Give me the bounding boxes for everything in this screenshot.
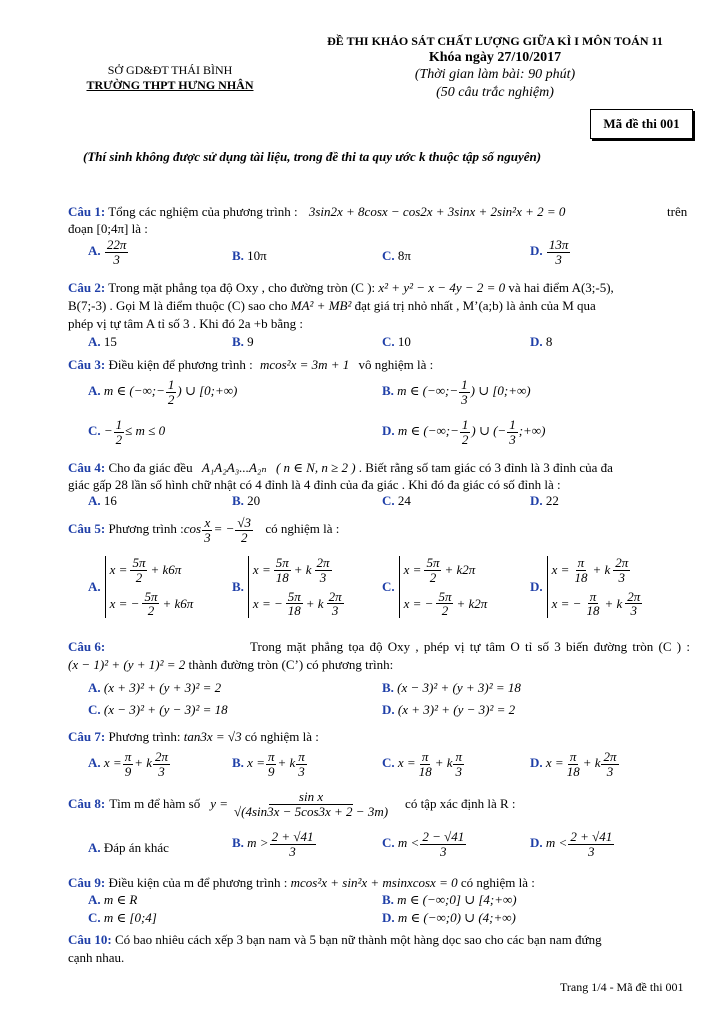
option-value: 20	[247, 493, 261, 508]
numerator: π	[298, 749, 305, 764]
option-value: 9	[247, 334, 254, 349]
option-value: x =	[103, 755, 122, 771]
question-text: Trong mặt phẳng tọa độ Oxy , cho đường tròn (C ):	[108, 280, 376, 295]
option-letter: D.	[382, 910, 395, 925]
answer-b	[232, 830, 317, 858]
option-value: x =	[545, 755, 564, 771]
option-value: 22	[545, 493, 559, 508]
option-value: (x + 3)² + (y − 3)² = 2	[397, 702, 516, 717]
option-value: x =	[403, 562, 422, 578]
numerator: 2π	[155, 749, 169, 764]
denominator: 3	[319, 569, 327, 585]
option-value: (x − 3)² + (y − 3)² = 18	[103, 702, 228, 717]
numerator: 2 − √41	[422, 829, 465, 844]
numerator: 1	[461, 417, 469, 432]
answer-c	[382, 556, 487, 618]
denominator: 3	[618, 569, 625, 585]
answer-d	[530, 556, 643, 618]
numerator: 1	[461, 377, 468, 392]
option-letter: C.	[88, 423, 101, 439]
denominator: 3	[555, 251, 562, 267]
answer-a	[88, 238, 129, 266]
answer-d	[530, 334, 552, 350]
option-value: ) ∪ (−	[471, 423, 507, 439]
option-value: 15	[103, 334, 117, 349]
denominator: 18	[574, 569, 588, 585]
numerator: 5π	[275, 555, 289, 570]
question-text: có nghiệm là :	[244, 729, 319, 744]
page-footer: Trang 1/4 - Mã đề thi 001	[560, 980, 684, 994]
option-letter: D.	[382, 702, 395, 717]
option-value: + k	[434, 755, 453, 771]
denominator: 18	[566, 763, 580, 779]
question-10	[68, 932, 602, 948]
denominator: 9	[267, 763, 275, 779]
denominator: 18	[586, 603, 600, 619]
option-value: m >	[247, 835, 269, 851]
question-1	[68, 204, 565, 220]
option-value: ;+∞)	[518, 423, 546, 439]
option-value: 8π	[397, 248, 411, 263]
answer-a	[88, 334, 117, 350]
denominator: 9	[124, 763, 132, 779]
option-letter: D.	[530, 243, 543, 259]
equation-system	[248, 556, 345, 618]
denominator: 2	[167, 391, 175, 407]
numerator: 5π	[438, 588, 452, 604]
option-value: + k2π	[444, 562, 476, 578]
question-text: Phương trình :	[108, 521, 184, 537]
answer-a	[88, 750, 171, 778]
department: SỞ GD&ĐT THÁI BÌNH	[107, 63, 233, 77]
denominator: 3	[461, 391, 468, 407]
question-label: Câu 3:	[68, 357, 106, 372]
answer-b	[232, 750, 308, 778]
answer-a	[88, 680, 221, 696]
option-value: x = −	[551, 595, 582, 611]
numerator: 22π	[106, 237, 127, 252]
question-6	[68, 639, 690, 655]
option-value: + k6π	[162, 595, 194, 611]
question-text: có tập xác định là R :	[405, 796, 516, 812]
equation: 3sin2x + 8cosx − cos2x + 3sinx + 2sin²x + 2 = 0	[308, 204, 566, 219]
equation: cos	[183, 521, 202, 537]
question-text: Trong mặt phẳng tọa độ Oxy , phép vị tự tâm O tỉ số 3 biến đường tròn (C ) :	[250, 639, 690, 654]
option-letter: A.	[88, 334, 101, 349]
question-2	[68, 280, 614, 296]
question-text: Tìm m để hàm số	[109, 796, 201, 812]
answer-b	[382, 378, 531, 406]
numerator: 5π	[287, 588, 301, 604]
option-value: 24	[397, 493, 411, 508]
numerator: 2 + √41	[570, 829, 613, 844]
question-9	[68, 875, 535, 891]
question-text: có nghiệm là :	[460, 875, 535, 890]
option-value: (x + 3)² + (y + 3)² = 2	[103, 680, 222, 695]
option-value: Đáp án khác	[103, 840, 169, 855]
answer-d	[382, 910, 516, 926]
numerator: 5π	[426, 555, 440, 570]
question-text-tail: trên	[667, 204, 688, 219]
equation-system	[399, 556, 488, 618]
answer-d	[530, 750, 620, 778]
exam-note: (Thí sinh không được sử dụng tài liệu, trong đề thi ta quy ước k thuộc tập số nguyên)	[83, 149, 542, 164]
question-label: Câu 6:	[68, 639, 106, 654]
option-value: m ∈ (−∞;−	[103, 383, 165, 399]
answer-d	[530, 238, 571, 266]
option-value: m <	[397, 835, 420, 851]
option-value: m ∈ (−∞;0) ∪ (4;+∞)	[397, 910, 516, 925]
option-letter: A.	[88, 680, 101, 695]
exam-title: ĐỀ THI KHẢO SÁT CHẤT LƯỢNG GIỮA KÌ I MÔN TOÁN 11	[327, 34, 663, 48]
option-value: ) ∪ [0;+∞)	[177, 383, 238, 399]
numerator: √3	[237, 515, 252, 530]
answer-a	[88, 892, 137, 908]
option-value: m ∈ (−∞;−	[397, 383, 459, 399]
answer-b	[232, 248, 267, 264]
option-letter: D.	[530, 755, 543, 771]
option-value: + k	[582, 755, 601, 771]
option-value: m <	[545, 835, 568, 851]
denominator: 3	[298, 763, 305, 779]
school-name: TRƯỜNG THPT HƯNG NHÂN	[86, 78, 254, 92]
denominator: 2	[461, 431, 469, 447]
option-value: 8	[545, 334, 553, 349]
option-value: x =	[397, 755, 416, 771]
equation-system	[105, 556, 194, 618]
question-text: có nghiệm là :	[265, 521, 340, 537]
answer-a	[88, 493, 117, 509]
option-value: 10π	[247, 248, 267, 263]
question-label: Câu 8:	[68, 796, 106, 812]
option-value: x = −	[109, 595, 140, 611]
equation: ( n ∈ N, n ≥ 2 )	[275, 460, 356, 475]
answer-d	[530, 830, 615, 858]
equation: A₁A₂A₃...A₂ₙ	[201, 460, 267, 475]
question-text: giác gấp 28 lần số hình chữ nhật có 4 đỉnh là 4 đỉnh của đa giác . Khi đó đa giác có số đỉnh là :	[68, 477, 561, 492]
question-text: Cho đa giác đều	[108, 460, 193, 475]
answer-c	[382, 248, 411, 264]
denominator: 2	[135, 569, 143, 585]
exam-duration: (Thời gian làm bài: 90 phút)	[414, 67, 576, 82]
numerator: 5π	[144, 588, 158, 604]
denominator: 2	[441, 603, 449, 619]
option-letter: C.	[382, 579, 395, 594]
option-letter: C.	[88, 910, 101, 925]
answer-c	[88, 910, 157, 926]
option-letter: C.	[382, 493, 395, 508]
answer-a	[88, 556, 193, 618]
option-letter: A.	[88, 493, 101, 508]
option-value: x =	[109, 562, 128, 578]
option-value: 16	[103, 493, 117, 508]
option-letter: B.	[382, 383, 394, 399]
option-letter: B.	[382, 680, 394, 695]
question-2-line2	[68, 298, 596, 314]
numerator: 2π	[627, 588, 641, 604]
answer-b	[232, 493, 260, 509]
question-6-line2	[68, 657, 393, 673]
denominator: 3	[588, 843, 595, 859]
question-count: (50 câu trắc nghiệm)	[436, 85, 554, 100]
question-8	[68, 790, 516, 818]
option-letter: C.	[88, 702, 101, 717]
option-value: + k	[277, 755, 296, 771]
option-letter: A.	[88, 243, 101, 259]
denominator: 3	[630, 603, 638, 619]
question-text: và hai điểm A(3;-5),	[508, 280, 614, 295]
option-letter: D.	[530, 579, 543, 594]
numerator: 2π	[603, 749, 617, 764]
exam-code-box	[590, 109, 693, 139]
numerator: π	[577, 555, 585, 570]
question-text: cạnh nhau.	[68, 950, 125, 965]
answer-a	[88, 378, 237, 406]
numerator: 13π	[548, 237, 569, 252]
exam-code: Mã đề thi 001	[603, 116, 680, 131]
denominator: 3	[158, 763, 165, 779]
question-text: Có bao nhiêu cách xếp 3 bạn nam và 5 bạn nữ thành một hàng dọc sao cho các bạn nam đứng	[114, 932, 602, 947]
equation: MA² + MB²	[290, 298, 352, 313]
option-letter: C.	[382, 334, 395, 349]
option-value: m ∈ R	[103, 892, 138, 907]
question-4	[68, 460, 613, 476]
denominator: 18	[418, 763, 432, 779]
question-text: . Biết rằng số tam giác có 3 đỉnh là 3 đỉnh của đa	[358, 460, 613, 475]
denominator: 3	[440, 843, 447, 859]
option-value: + k	[592, 562, 611, 578]
question-label: Câu 2:	[68, 280, 106, 295]
option-value: x =	[252, 562, 271, 578]
denominator: 3	[455, 763, 462, 779]
option-letter: A.	[88, 840, 101, 855]
answer-a	[88, 840, 169, 856]
question-text: thành đường tròn (C’) có phương trình:	[188, 657, 394, 672]
question-text: Phương trình:	[108, 729, 181, 744]
denominator: 3	[204, 529, 211, 545]
option-letter: C.	[382, 248, 395, 263]
option-value: m ∈ (−∞;0] ∪ [4;+∞)	[397, 892, 517, 907]
answer-c	[382, 830, 467, 858]
denominator: 2	[429, 569, 437, 585]
answer-b	[382, 680, 521, 696]
question-text: Điều kiện để phương trình :	[108, 357, 253, 372]
option-value: (x − 3)² + (y + 3)² = 18	[397, 680, 521, 695]
denominator: 18	[287, 603, 301, 619]
equation: y =	[210, 796, 228, 812]
option-letter: D.	[530, 334, 543, 349]
denominator: √(4sin3x − 5cos3x + 2 − 3m)	[234, 803, 389, 819]
question-text: B(7;-3) . Gọi M là điểm thuộc (C) sao cho	[68, 298, 288, 313]
option-letter: B.	[232, 579, 244, 594]
question-text: phép vị tự tâm A tỉ số 3 . Khi đó 2a +b bằng :	[68, 316, 304, 331]
denominator: 3	[331, 603, 339, 619]
option-letter: A.	[88, 892, 101, 907]
numerator: π	[267, 749, 275, 764]
option-letter: B.	[232, 835, 244, 851]
equation-system	[547, 556, 644, 618]
option-value: + k	[604, 595, 623, 611]
option-letter: A.	[88, 579, 101, 594]
question-3	[68, 357, 433, 373]
question-text: Điều kiện của m để phương trình :	[108, 875, 288, 890]
denominator: 18	[275, 569, 289, 585]
question-label: Câu 10:	[68, 932, 112, 947]
denominator: 3	[289, 843, 296, 859]
question-text: Tổng các nghiệm của phương trình :	[108, 204, 298, 219]
question-label: Câu 5:	[68, 521, 106, 537]
option-letter: B.	[382, 892, 394, 907]
answer-c	[382, 493, 411, 509]
numerator: π	[569, 749, 577, 764]
answer-c	[382, 750, 465, 778]
question-7	[68, 729, 319, 745]
option-letter: D.	[530, 835, 543, 851]
option-value: x =	[247, 755, 265, 771]
answer-b	[382, 892, 517, 908]
option-value: + k2π	[456, 595, 488, 611]
option-letter: B.	[232, 334, 244, 349]
numerator: π	[589, 588, 597, 604]
answer-c	[88, 702, 228, 718]
numerator: sin x	[269, 790, 353, 805]
exam-date: Khóa ngày 27/10/2017	[428, 50, 562, 65]
option-letter: B.	[232, 248, 244, 263]
option-letter: C.	[382, 755, 395, 771]
answer-d	[382, 702, 515, 718]
option-value: + k6π	[150, 562, 182, 578]
denominator: 3	[606, 763, 614, 779]
option-letter: B.	[232, 493, 244, 508]
equation: = −	[213, 521, 235, 537]
numerator: π	[124, 749, 132, 764]
option-letter: C.	[382, 835, 395, 851]
denominator: 3	[113, 251, 120, 267]
numerator: 5π	[132, 555, 146, 570]
option-value: + k	[293, 562, 312, 578]
question-text: vô nghiệm là :	[358, 357, 434, 372]
equation: (x − 1)² + (y + 1)² = 2	[68, 657, 186, 672]
denominator: 2	[240, 529, 248, 545]
option-value: −	[103, 423, 113, 439]
equation: x² + y² − x − 4y − 2 = 0	[378, 280, 506, 295]
numerator: 1	[115, 417, 123, 432]
question-label: Câu 9:	[68, 875, 106, 890]
option-value: 10	[397, 334, 411, 349]
numerator: x	[204, 515, 211, 530]
option-value: ) ∪ [0;+∞)	[470, 383, 531, 399]
option-value: m ∈ (−∞;−	[397, 423, 459, 439]
equation: tan3x = √3	[183, 729, 242, 744]
option-value: x =	[551, 562, 570, 578]
option-value: + k	[134, 755, 152, 771]
numerator: π	[455, 749, 462, 764]
option-letter: A.	[88, 755, 101, 771]
answer-d	[382, 418, 545, 446]
numerator: 2 + √41	[271, 829, 314, 844]
option-value: x = −	[403, 595, 434, 611]
option-value: m ∈ [0;4]	[103, 910, 157, 925]
numerator: 2π	[615, 555, 629, 570]
numerator: 1	[167, 377, 175, 392]
answer-d	[530, 493, 559, 509]
numerator: 1	[509, 417, 516, 432]
question-text: đoạn [0;4π] là :	[68, 221, 148, 236]
answer-b	[232, 556, 345, 618]
denominator: 2	[115, 431, 123, 447]
question-label: Câu 4:	[68, 460, 106, 475]
denominator: 2	[147, 603, 155, 619]
question-text: đạt giá trị nhỏ nhất , M’(a;b) là ảnh của M qua	[354, 298, 596, 313]
equation: mcos²x = 3m + 1	[259, 357, 350, 372]
answer-b	[232, 334, 254, 350]
numerator: 2π	[328, 588, 342, 604]
question-label: Câu 7:	[68, 729, 106, 744]
option-letter: B.	[232, 755, 244, 771]
option-letter: D.	[530, 493, 543, 508]
denominator: 3	[509, 431, 516, 447]
option-value: + k	[305, 595, 324, 611]
option-letter: A.	[88, 383, 101, 399]
equation: mcos²x + sin²x + msinxcosx = 0	[290, 875, 458, 890]
answer-c	[88, 418, 165, 446]
option-value: x = −	[252, 595, 283, 611]
option-value: ≤ m ≤ 0	[125, 423, 166, 439]
question-5	[68, 516, 339, 544]
answer-c	[382, 334, 411, 350]
option-letter: D.	[382, 423, 395, 439]
numerator: 2π	[316, 555, 330, 570]
question-label: Câu 1:	[68, 204, 106, 219]
numerator: π	[421, 749, 429, 764]
